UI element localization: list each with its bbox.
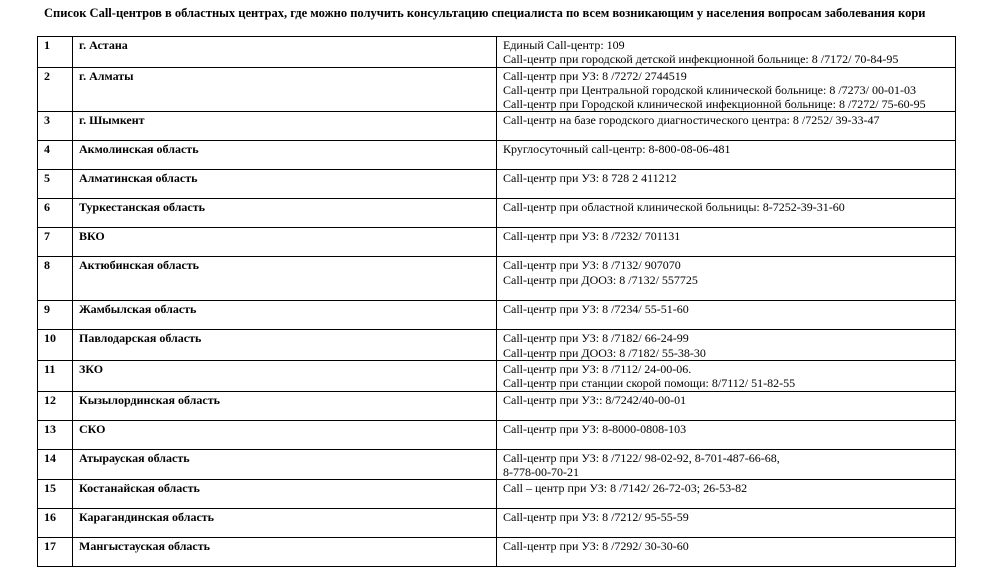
row-number: 8 (38, 257, 73, 301)
row-number: 6 (38, 199, 73, 228)
call-center-info (497, 199, 956, 228)
call-center-info (497, 449, 956, 480)
call-center-line: Круглосуточный call-центр: 8-800-08-06-481 (503, 142, 731, 157)
region-name: Карагандинская область (73, 509, 497, 538)
call-center-line: Call-центр при ДООЗ: 8 /7182/ 55-38-30 (503, 345, 706, 360)
call-center-info (497, 37, 956, 68)
row-number: 7 (38, 228, 73, 257)
table-row (38, 330, 956, 361)
call-center-info (497, 228, 956, 257)
row-number: 9 (38, 301, 73, 330)
region-name: ВКО (73, 228, 497, 257)
call-center-line: Единый Call-центр: 109 (503, 38, 625, 52)
region-name: Мангыстауская область (73, 538, 497, 567)
row-number: 11 (38, 361, 73, 392)
call-center-info (497, 112, 956, 141)
call-center-line: Call-центр при УЗ: 8 /7232/ 701131 (503, 229, 681, 244)
table-row (38, 420, 956, 449)
call-center-line: Call – центр при УЗ: 8 /7142/ 26-72-03; 26-53-82 (503, 481, 748, 496)
call-center-info (497, 480, 956, 509)
call-center-info (497, 361, 956, 392)
call-center-info (497, 420, 956, 449)
call-center-line: Call-центр при УЗ: 8 /7112/ 24-00-06. (503, 362, 692, 377)
region-name: г. Шымкент (73, 112, 497, 141)
region-name: ЗКО (73, 361, 497, 392)
row-number: 2 (38, 67, 73, 112)
call-center-info (497, 170, 956, 199)
region-name: Актюбинская область (73, 257, 497, 301)
table-row (38, 37, 956, 68)
region-name: Атырауская область (73, 449, 497, 480)
document-title: Список Call-центров в областных центрах, где можно получить консультацию специалиста по всем возникающим у населения вопросам заболевания кори (44, 6, 926, 20)
call-center-info (497, 391, 956, 420)
call-center-info (497, 257, 956, 301)
call-center-line: Call-центр при УЗ: 8 /7122/ 98-02-92, 8-701-487-66-68, (503, 450, 780, 465)
region-name: Акмолинская область (73, 141, 497, 170)
table-row (38, 112, 956, 141)
call-center-line: Call-центр при УЗ: 8 /7292/ 30-30-60 (503, 539, 689, 554)
row-number: 15 (38, 480, 73, 509)
call-center-line: Call-центр при УЗ: 8 /7182/ 66-24-99 (503, 331, 689, 346)
row-number: 17 (38, 538, 73, 567)
call-center-table (37, 36, 956, 567)
row-number: 5 (38, 170, 73, 199)
call-center-info (497, 538, 956, 567)
region-name: г. Алматы (73, 67, 497, 112)
call-center-line: Call-центр при УЗ: 8-8000-0808-103 (503, 421, 687, 436)
table-body (38, 37, 956, 567)
call-center-info (497, 330, 956, 361)
table-row (38, 257, 956, 301)
call-center-line: Call-центр на базе городского диагностического центра: 8 /7252/ 39-33-47 (503, 113, 880, 128)
table-row (38, 538, 956, 567)
call-center-line: Call-центр при станции скорой помощи: 8/7112/ 51-82-55 (503, 376, 796, 391)
table-row (38, 228, 956, 257)
table-row (38, 141, 956, 170)
row-number: 14 (38, 449, 73, 480)
row-number: 4 (38, 141, 73, 170)
table-row (38, 199, 956, 228)
row-number: 3 (38, 112, 73, 141)
table-row (38, 449, 956, 480)
region-name: г. Астана (73, 37, 497, 68)
call-center-line: Call-центр при УЗ: 8 /7234/ 55-51-60 (503, 302, 689, 317)
call-center-line: Call-центр при областной клинической больницы: 8-7252-39-31-60 (503, 200, 845, 215)
region-name: Туркестанская область (73, 199, 497, 228)
table-row (38, 361, 956, 392)
call-center-line: Call-центр при Городской клинической инфекционной больнице: 8 /7272/ 75-60-95 (503, 97, 926, 112)
region-name: СКО (73, 420, 497, 449)
table-row (38, 301, 956, 330)
table-row (38, 170, 956, 199)
region-name: Кызылординская область (73, 391, 497, 420)
call-center-line: Call-центр при УЗ:: 8/7242/40-00-01 (503, 392, 687, 407)
table-row (38, 480, 956, 509)
region-name: Жамбылская область (73, 301, 497, 330)
region-name: Костанайская область (73, 480, 497, 509)
region-name: Алматинская область (73, 170, 497, 199)
row-number: 1 (38, 37, 73, 68)
row-number: 16 (38, 509, 73, 538)
call-center-line: 8-778-00-70-21 (503, 464, 579, 479)
call-center-line: Call-центр при городской детской инфекционной больнице: 8 /7172/ 70-84-95 (503, 52, 899, 67)
call-center-line: Call-центр при Центральной городской клинической больнице: 8 /7273/ 00-01-03 (503, 82, 916, 97)
call-center-info (497, 509, 956, 538)
call-center-line: Call-центр при ДООЗ: 8 /7132/ 557725 (503, 272, 698, 287)
call-center-line: Call-центр при УЗ: 8 /7132/ 907070 (503, 258, 681, 273)
table-row (38, 67, 956, 112)
call-center-info (497, 301, 956, 330)
call-center-line: Call-центр при УЗ: 8 /7272/ 2744519 (503, 68, 687, 83)
region-name: Павлодарская область (73, 330, 497, 361)
call-center-info (497, 67, 956, 112)
row-number: 10 (38, 330, 73, 361)
call-center-line: Call-центр при УЗ: 8 728 2 411212 (503, 171, 677, 186)
call-center-info (497, 141, 956, 170)
table-row (38, 391, 956, 420)
row-number: 13 (38, 420, 73, 449)
row-number: 12 (38, 391, 73, 420)
call-center-line: Call-центр при УЗ: 8 /7212/ 95-55-59 (503, 510, 689, 525)
table-row (38, 509, 956, 538)
